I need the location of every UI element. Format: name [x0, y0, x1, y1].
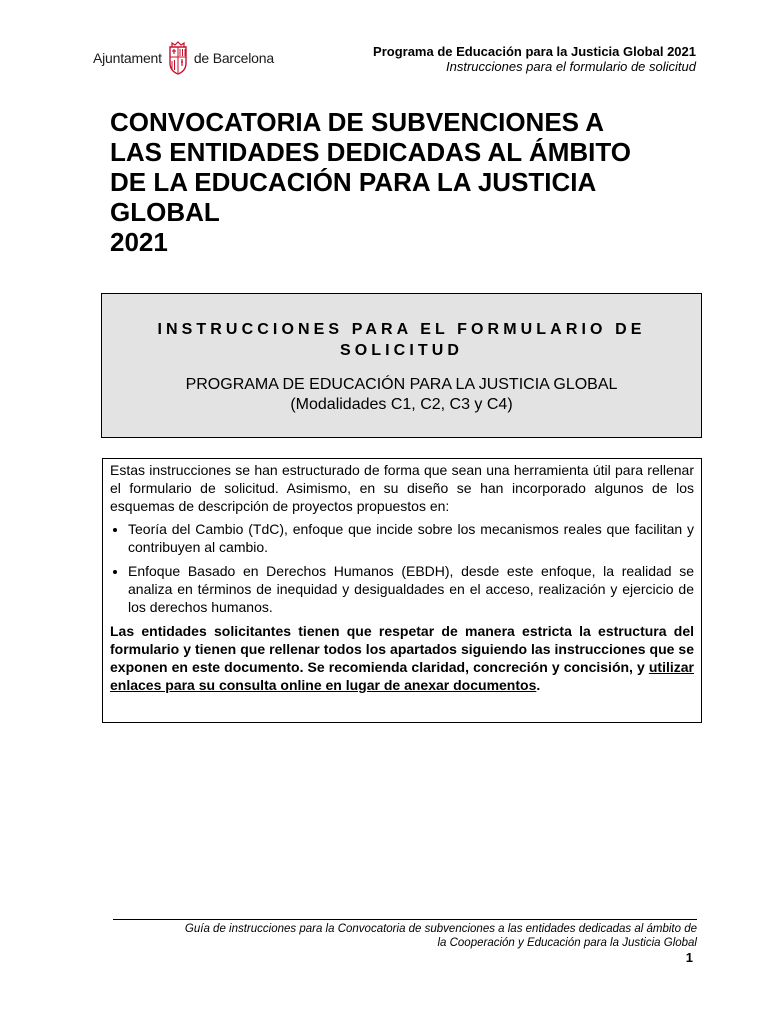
info-intro: Estas instrucciones se han estructurado de forma que sean una herramienta útil para rellenar el formulario de solicitud. Asimismo, en su diseño se han incorporado algunos de los esquemas de descripción de proyectos propuestos en:: [110, 462, 694, 514]
title-line: LAS ENTIDADES DEDICADAS AL ÁMBITO: [110, 137, 631, 167]
info-bullet-list: [110, 520, 694, 616]
logo-text-ajuntament: Ajuntament: [93, 50, 162, 66]
instructions-title: [102, 319, 701, 361]
footer-divider: [113, 919, 697, 920]
running-header: [373, 44, 696, 74]
important-notice: [110, 622, 694, 694]
footer-line-1: Guía de instrucciones para la Convocatoria de subvenciones a las entidades dedicadas al ámbito de: [184, 923, 697, 935]
info-box: [102, 458, 702, 723]
footer-text: [77, 922, 697, 950]
document-title: [110, 107, 710, 257]
title-line: DE LA EDUCACIÓN PARA LA JUSTICIA: [110, 167, 597, 197]
barcelona-crest-icon: [166, 41, 190, 75]
instructions-title-line: INSTRUCCIONES PARA EL FORMULARIO DE: [157, 321, 646, 338]
ajuntament-logo: [93, 38, 308, 78]
title-year: 2021: [110, 227, 168, 257]
list-item: • Enfoque Basado en Derechos Humanos (EBDH), desde este enfoque, la realidad se analiza en términos de inequidad y desigualdades en el acceso, realización y ejercicio de los derechos humanos.: [128, 562, 694, 616]
list-item: • Teoría del Cambio (TdC), enfoque que incide sobre los mecanismos reales que facilitan y contribuyen al cambio.: [128, 520, 694, 556]
instructions-title-line: SOLICITUD: [339, 342, 464, 359]
footer-line-2: la Cooperación y Educación para la Justicia Global: [437, 937, 697, 949]
logo-text-barcelona: de Barcelona: [193, 50, 274, 66]
important-end: .: [536, 677, 541, 693]
important-underlined-text: utilizar enlaces para su consulta online en lugar de anexar documentos: [110, 659, 694, 693]
program-name: PROGRAMA DE EDUCACIÓN PARA LA JUSTICIA GLOBAL: [185, 376, 618, 393]
page-number: 1: [685, 950, 693, 965]
program-modalities: (Modalidades C1, C2, C3 y C4): [290, 396, 513, 413]
title-line: GLOBAL: [110, 197, 220, 227]
instructions-box: [101, 293, 702, 438]
program-block: [102, 375, 701, 415]
important-text: Las entidades solicitantes tienen que respetar de manera estricta la estructura del formulario y tienen que rellenar todos los apartados siguiendo las instrucciones que se exponen en este documento. Se recomienda claridad, concreción y concisión, y: [110, 623, 694, 675]
header-title: Programa de Educación para la Justicia Global 2021: [373, 44, 696, 59]
header-subtitle: Instrucciones para el formulario de solicitud: [445, 59, 696, 74]
title-line: CONVOCATORIA DE SUBVENCIONES A: [110, 107, 605, 137]
